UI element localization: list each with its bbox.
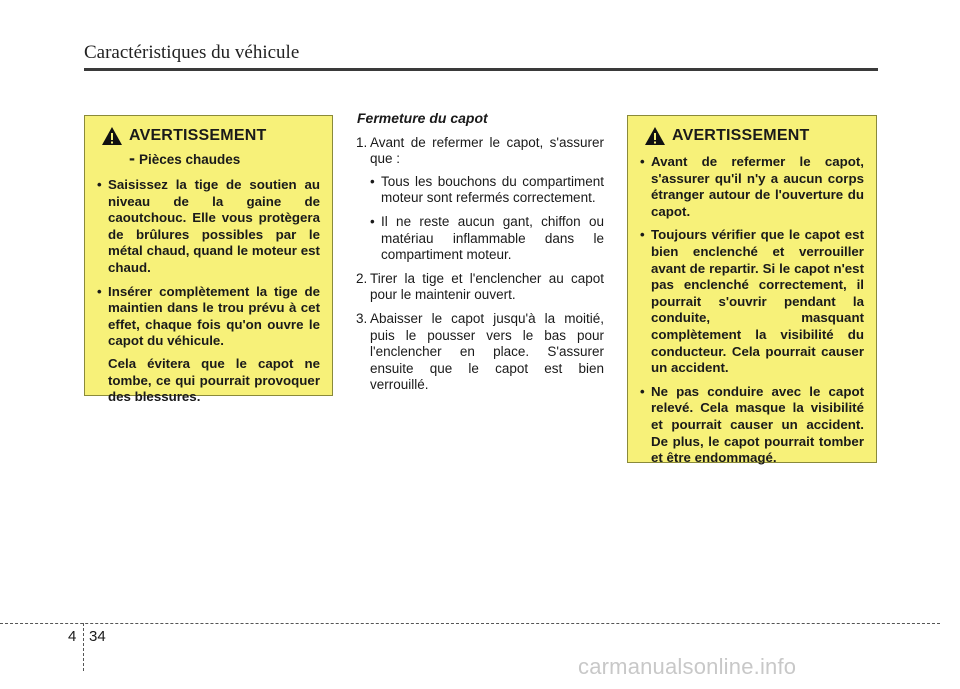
warning-item [95,177,320,277]
step-text: Tirer la tige et l'enclencher au capot pour le maintenir ouvert. [370,270,604,303]
warning-title: AVERTISSEMENT [129,127,267,144]
warning-item-text: Saisissez la tige de soutien au niveau de la gaine de caoutchouc. Elle vous protègera de brûlures possibles par le métal chaud, quand le moteur est chaud. [108,177,320,275]
warning-box-right [627,115,877,466]
warning-title: AVERTISSEMENT [672,127,810,144]
footer-divider [0,623,940,624]
warning-item [95,284,320,406]
hood-closing-instructions [356,110,604,401]
warning-item-text: Insérer complètement la tige de maintien dans le trou prévu à cet effet, chaque fois qu'on ouvre le capot du véhicule. [108,283,320,349]
step [356,135,604,264]
warning-list [638,154,864,467]
step-subitem: • Il ne reste aucun gant, chiffon ou matériau inflammable dans le compartiment moteur. [370,214,604,264]
footer-vertical-divider [83,623,84,671]
step-number: 2. [356,270,368,286]
warning-item-text: Toujours vérifier que le capot est bien enclenché et verrouiller avant de repartir. Si le capot n'est pas enclenché correctement, il pourrait s'ouvrir pendant la conduite, masquant complètement la visibilité du conducteur. Cela pourrait causer un accident. [651,227,864,376]
warning-header [101,126,320,146]
step [356,271,604,304]
page-header-title: Caractéristiques du véhicule [84,42,300,63]
warning-subtitle-text: Pièces chaudes [139,152,241,167]
warning-item-text: Avant de refermer le capot, s'assurer qu'il n'y a aucun corps étranger autour de l'ouverture du capot. [651,154,864,219]
page-number: 34 [89,628,106,645]
step-number: 1. [356,134,368,150]
chapter-number: 4 [68,628,77,645]
watermark: carmanualsonline.info [578,654,797,679]
warning-list [95,177,320,406]
step-text: Abaisser le capot jusqu'à la moitié, puis le pousser vers le bas pour l'enclencher en place. S'assurer ensuite que le capot est bien verrouillé. [370,310,604,393]
warning-item-extra: Cela évitera que le capot ne tombe, ce qui pourrait provoquer des blessures. [108,355,320,405]
warning-triangle-icon [644,126,666,146]
step [356,311,604,394]
warning-header [644,126,864,146]
warning-triangle-icon [101,126,123,146]
warning-item-text: Ne pas conduire avec le capot relevé. Cela masque la visibilité et pourrait causer un accident. De plus, le capot pourrait tomber et être endommagé. [651,383,864,466]
header-rule [84,68,878,71]
warning-item [638,227,864,376]
step-text: Avant de refermer le capot, s'assurer que : [370,134,604,167]
warning-box-left [84,115,333,405]
step-sublist [370,174,604,264]
step-subitem: • Tous les bouchons du compartiment moteur sont refermés correctement. [370,174,604,207]
step-number: 3. [356,310,368,326]
warning-item [638,384,864,467]
section-title: Fermeture du capot [357,110,488,126]
warning-item [638,154,864,220]
warning-subtitle: - Pièces chaudes [129,148,241,168]
